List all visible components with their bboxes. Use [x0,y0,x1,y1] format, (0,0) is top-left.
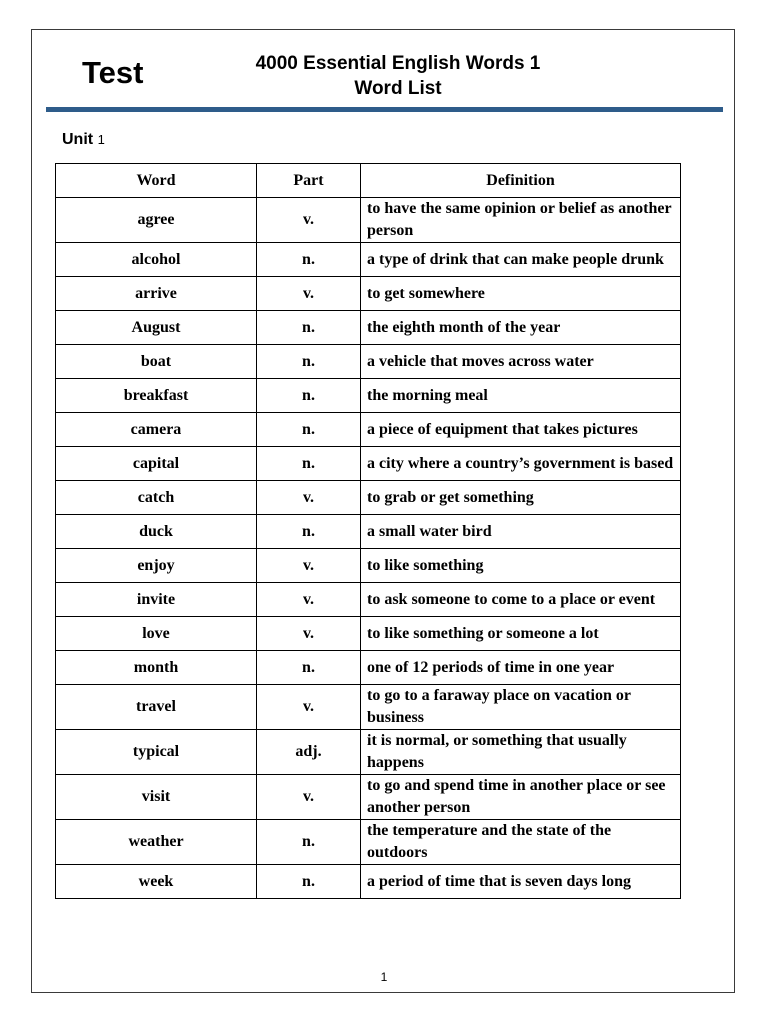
part-cell: n. [257,311,361,345]
definition-cell: to go and spend time in another place or see another person [361,775,681,820]
definition-cell: the eighth month of the year [361,311,681,345]
column-header-word: Word [56,164,257,198]
part-cell: n. [257,413,361,447]
column-header-definition: Definition [361,164,681,198]
definition-cell: a vehicle that moves across water [361,345,681,379]
part-cell: v. [257,685,361,730]
part-cell: n. [257,243,361,277]
word-cell: travel [56,685,257,730]
table-row [56,775,681,820]
definition-cell: to grab or get something [361,481,681,515]
table-header-row [56,164,681,198]
definition-cell: to like something [361,549,681,583]
column-header-part: Part [257,164,361,198]
definition-cell: a piece of equipment that takes pictures [361,413,681,447]
title-line-2: Word List [354,78,442,99]
part-cell: n. [257,379,361,413]
word-cell: weather [56,820,257,865]
table-row [56,820,681,865]
word-cell: August [56,311,257,345]
table-row [56,311,681,345]
word-cell: love [56,617,257,651]
word-cell: camera [56,413,257,447]
part-cell: v. [257,277,361,311]
part-cell: n. [257,865,361,899]
word-cell: agree [56,198,257,243]
part-cell: v. [257,583,361,617]
part-cell: v. [257,481,361,515]
word-cell: boat [56,345,257,379]
part-cell: adj. [257,730,361,775]
definition-cell: a type of drink that can make people drunk [361,243,681,277]
definition-cell: a small water bird [361,515,681,549]
definition-cell: to ask someone to come to a place or event [361,583,681,617]
word-cell: typical [56,730,257,775]
word-cell: breakfast [56,379,257,413]
header-rule [46,107,723,112]
definition-cell: the temperature and the state of the outdoors [361,820,681,865]
part-cell: n. [257,447,361,481]
word-cell: catch [56,481,257,515]
document-title [200,51,596,101]
table-row [56,379,681,413]
test-label: Test [82,55,144,90]
word-table [55,163,681,899]
word-cell: arrive [56,277,257,311]
table-row [56,277,681,311]
word-cell: visit [56,775,257,820]
part-cell: n. [257,515,361,549]
part-cell: n. [257,345,361,379]
table-row [56,730,681,775]
word-cell: week [56,865,257,899]
word-cell: invite [56,583,257,617]
definition-cell: a city where a country’s government is based [361,447,681,481]
unit-label: Unit [62,131,94,148]
definition-cell: a period of time that is seven days long [361,865,681,899]
definition-cell: one of 12 periods of time in one year [361,651,681,685]
word-cell: month [56,651,257,685]
part-cell: v. [257,549,361,583]
word-cell: capital [56,447,257,481]
definition-cell: the morning meal [361,379,681,413]
table-row [56,685,681,730]
definition-cell: it is normal, or something that usually happens [361,730,681,775]
definition-cell: to like something or someone a lot [361,617,681,651]
definition-cell: to get somewhere [361,277,681,311]
part-cell: v. [257,617,361,651]
part-cell: n. [257,820,361,865]
table-row [56,617,681,651]
unit-number: 1 [97,132,105,147]
table-row [56,345,681,379]
page-number: 1 [380,970,388,984]
table-row [56,198,681,243]
table-row [56,583,681,617]
table-row [56,515,681,549]
definition-cell: to go to a faraway place on vacation or business [361,685,681,730]
part-cell: v. [257,775,361,820]
table-row [56,549,681,583]
table-row [56,243,681,277]
table-row [56,447,681,481]
word-cell: duck [56,515,257,549]
definition-cell: to have the same opinion or belief as another person [361,198,681,243]
table-row [56,413,681,447]
word-cell: alcohol [56,243,257,277]
table-row [56,865,681,899]
unit-heading [62,131,105,149]
table-row [56,651,681,685]
part-cell: n. [257,651,361,685]
title-line-1: 4000 Essential English Words 1 [255,53,541,74]
table-row [56,481,681,515]
part-cell: v. [257,198,361,243]
word-cell: enjoy [56,549,257,583]
word-rows [56,198,681,899]
